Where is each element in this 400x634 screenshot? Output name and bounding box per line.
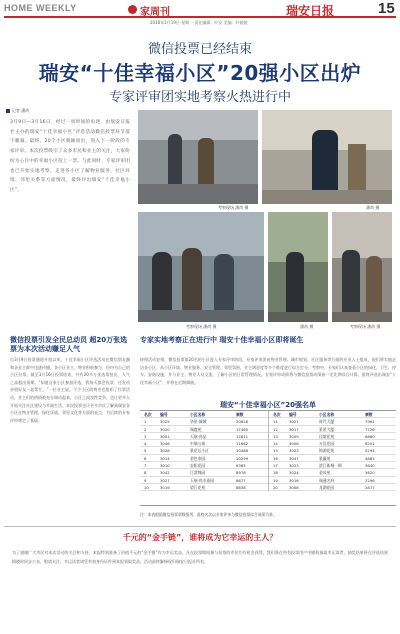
table-cell: 20 bbox=[273, 484, 278, 490]
article-intro: 3月9日—3月16日，经过一周时间的角逐，由瑞安日报社主办的瑞安“十佳幸福小区”评选活动微信投票环节落下帷幕。最终，20个小区脱颖而出，进入下一阶段的专家评审。本次投票吸引了众多市民和业主的关注，大家纷纷为心目中的幸福小区投上一票。与此同时，专家评审团也已开始实地考察，走进各小区了解物业服务、社区环境、邻里关系等方面情况，最终评出瑞安“十佳幸福小区”。 bbox=[10, 120, 130, 193]
table-cell: 江滨锦园 bbox=[190, 470, 206, 476]
table-row bbox=[269, 418, 396, 425]
table-row bbox=[269, 440, 396, 447]
table-header-cell: 名次 bbox=[273, 412, 281, 417]
article-subhead: 专家评审团实地考察火热进行中 bbox=[108, 90, 291, 105]
logo-icon bbox=[128, 5, 137, 14]
table-cell: 11 bbox=[273, 419, 278, 425]
table-cell: 中瑞公寓 bbox=[190, 441, 206, 447]
table-cell: 3023 bbox=[289, 448, 299, 454]
table-cell: 8677 bbox=[236, 477, 246, 483]
table-row bbox=[140, 447, 268, 454]
table-cell: 5294 bbox=[365, 448, 375, 454]
table-row bbox=[269, 447, 396, 454]
issue-meta: 2018年3月19日 星期一 责任编辑：叶安 美编：叶媛媛 bbox=[150, 20, 248, 25]
table-header-cell: 小区名称 bbox=[190, 412, 206, 417]
table-row bbox=[140, 418, 268, 425]
table-cell: 3640 bbox=[365, 463, 375, 469]
table-cell: 3006 bbox=[289, 441, 299, 447]
table-row bbox=[140, 433, 268, 440]
table-cell: 华景·城城 bbox=[190, 419, 207, 425]
table-cell: 龙湖花园 bbox=[319, 484, 335, 490]
table-cell: 9 bbox=[144, 477, 147, 483]
table-header-cell: 编号 bbox=[160, 412, 168, 417]
table-cell: 佳境花苑 bbox=[319, 433, 335, 439]
table-cell: 时代大厦 bbox=[319, 419, 335, 425]
article-kicker: 微信投票已经结束 bbox=[147, 42, 252, 57]
section-name: 家周刊 bbox=[140, 7, 170, 18]
table-cell: 望江花苑 bbox=[190, 484, 206, 490]
table-cell: 3028 bbox=[160, 448, 170, 454]
table-cell: 3013 bbox=[289, 463, 299, 469]
photo-caption-1: 考察现场 潘尚 摄 bbox=[218, 205, 249, 210]
table-row bbox=[140, 484, 268, 491]
table-cell: 3024 bbox=[289, 470, 299, 476]
table-cell: 天瑞·尚水嘉园 bbox=[190, 477, 214, 483]
table-cell: 3014 bbox=[160, 455, 170, 461]
table-cell: 14 bbox=[273, 441, 278, 447]
table-cell: 3021 bbox=[289, 419, 299, 425]
ranking-table bbox=[140, 410, 396, 506]
table-row bbox=[269, 433, 396, 440]
table-cell: 2877 bbox=[365, 484, 375, 490]
table-row bbox=[140, 477, 268, 484]
table-cell: 3027 bbox=[160, 477, 170, 483]
photo-inspection-1 bbox=[138, 110, 258, 204]
table-cell: 13 bbox=[273, 433, 278, 439]
table-cell: 7726 bbox=[365, 426, 375, 432]
mid-column-text: 按照活动安排，微信投票前20名的小区进入专家评审阶段。专家评审团由物业管理、城市规划、社区服务等方面的专业人士组成，他们将实地走访各小区，从小区环境、物业服务、安全管理、邻里氛围、业主满意度等多个维度进行综合打分。考察中，专家们认真查看小区的绿化、卫生、停车、安防设施，并与业主、物业人员交流，了解小区的日常管理情况。专家评审成绩将与微信投票成绩按一定比例综合计算，最终评选出瑞安“十佳幸福小区”，并将在近期揭晓。 bbox=[140, 357, 396, 385]
page-number: 15 bbox=[378, 0, 395, 17]
photo-caption-5: 考察现场 潘尚 摄 bbox=[350, 324, 381, 329]
table-cell: 景景大厦 bbox=[319, 426, 335, 432]
table-header-cell: 小区名称 bbox=[319, 412, 335, 417]
table-cell: 8978 bbox=[236, 470, 246, 476]
table-cell: 20816 bbox=[236, 419, 249, 425]
reporter-marker-icon bbox=[6, 109, 10, 113]
table-cell: 锦湖花苑 bbox=[319, 448, 335, 454]
table-cell: 3016 bbox=[289, 477, 299, 483]
table-cell: 3017 bbox=[289, 426, 299, 432]
table-cell: 15 bbox=[273, 448, 278, 454]
reporter-line: 记者 潘尚 bbox=[12, 108, 30, 113]
table-cell: 滨江新城一期 bbox=[319, 463, 342, 469]
table-row bbox=[140, 455, 268, 462]
table-cell: 3008 bbox=[289, 484, 299, 490]
table-cell: 3001 bbox=[160, 433, 170, 439]
mid-column-headline: 专家实地考察正在进行中 瑞安十佳幸福小区即将诞生 bbox=[140, 336, 304, 344]
ranking-table-right bbox=[268, 411, 396, 491]
photo-caption-3: 考察现场 潘尚 摄 bbox=[186, 324, 217, 329]
table-cell: 7 bbox=[144, 463, 147, 469]
section-divider bbox=[4, 526, 396, 527]
feature-text: 为了感谢广大市民对本次活动的关注和支持，本报特别准备了价值千元的“金手链”作为幸运奖品。凡在投票期间参与投票的市民均有机会获得。我们将在所有投票用户中随机抽取幸运读者，抽奖结果将在评选结果揭晓时同步公布，敬请关注。幸运读者请凭有效身份证件到本报领取奖品。活动最终解释权归瑞安日报社所有。 bbox=[12, 550, 388, 564]
table-header-row bbox=[140, 411, 268, 418]
table-cell: 16 bbox=[273, 455, 278, 461]
table-cell: 6880 bbox=[365, 433, 375, 439]
table-cell: 安阳花园 bbox=[190, 463, 206, 469]
photo-caption-2: 潘尚 摄 bbox=[366, 205, 380, 210]
table-header-cell: 名次 bbox=[144, 412, 152, 417]
table-header-cell: 编号 bbox=[289, 412, 297, 417]
table-cell: 12811 bbox=[236, 433, 249, 439]
table-cell: 1 bbox=[144, 419, 147, 425]
photo-inspection-4 bbox=[268, 212, 328, 322]
ranking-table-title: 瑞安“十佳幸福小区”20强名单 bbox=[220, 401, 316, 409]
table-row bbox=[269, 469, 396, 476]
table-row bbox=[269, 426, 396, 433]
table-cell: 5 bbox=[144, 448, 147, 454]
table-cell: 3046 bbox=[160, 441, 170, 447]
ranking-table-left bbox=[140, 411, 268, 491]
table-cell: 金色家园 bbox=[190, 455, 206, 461]
table-row bbox=[269, 462, 396, 469]
table-row bbox=[269, 484, 396, 491]
table-cell: 3025 bbox=[160, 419, 170, 425]
table-row bbox=[140, 440, 268, 447]
table-cell: 3019 bbox=[160, 484, 170, 490]
ranking-table-note: 注：本表根据微信投票票数排列，最终名次以专家评审与微信投票综合成绩为准。 bbox=[140, 512, 277, 517]
table-cell: 10 bbox=[144, 484, 149, 490]
table-cell: 瑞鹿苑 bbox=[190, 426, 202, 432]
table-cell: 万佳花园 bbox=[319, 441, 335, 447]
article-headline: 瑞安“十佳幸福小区”20强小区出炉 bbox=[38, 61, 362, 85]
table-header-cell: 票数 bbox=[236, 412, 244, 417]
table-cell: 12 bbox=[273, 426, 278, 432]
table-cell: 8638 bbox=[236, 484, 246, 490]
table-cell: 3 bbox=[144, 433, 147, 439]
table-cell: 景花坛小区 bbox=[190, 448, 209, 454]
table-cell: 瑞通名府 bbox=[319, 477, 335, 483]
page-header bbox=[4, 2, 396, 18]
table-cell: 3296 bbox=[365, 477, 375, 483]
table-cell: 6201 bbox=[365, 441, 375, 447]
table-cell: 18 bbox=[273, 470, 278, 476]
table-cell: 3010 bbox=[160, 463, 170, 469]
table-header-row bbox=[269, 411, 396, 418]
table-row bbox=[269, 455, 396, 462]
table-cell: 天瑞·尚品 bbox=[190, 433, 207, 439]
table-cell: 9365 bbox=[236, 463, 246, 469]
table-cell: 2 bbox=[144, 426, 147, 432]
table-row bbox=[140, 426, 268, 433]
newspaper-name: 瑞安日报 bbox=[286, 4, 335, 18]
table-cell: 8 bbox=[144, 470, 147, 476]
photo-inspection-3 bbox=[138, 212, 264, 322]
photo-inspection-2 bbox=[262, 110, 392, 204]
table-row bbox=[140, 469, 268, 476]
table-cell: 19 bbox=[273, 477, 278, 483]
table-cell: 10488 bbox=[236, 448, 249, 454]
table-cell: 11662 bbox=[236, 441, 249, 447]
table-cell: 3620 bbox=[365, 470, 375, 476]
table-header-cell: 票数 bbox=[365, 412, 373, 417]
table-cell: 17 bbox=[273, 463, 278, 469]
table-row bbox=[140, 462, 268, 469]
photo-caption-4: 潘尚 摄 bbox=[300, 324, 314, 329]
table-cell: 4865 bbox=[365, 455, 375, 461]
table-cell: 金凤苑 bbox=[319, 470, 331, 476]
table-cell: 3047 bbox=[289, 455, 299, 461]
table-row bbox=[269, 477, 396, 484]
table-cell: 景瀛苑 bbox=[319, 455, 331, 461]
left-column-headline: 微信投票引发全民总动员 超20万张选票为本次活动赚足人气 bbox=[10, 336, 128, 353]
feature-headline: 千元的“金手链”，谁将成为它幸运的主人？ bbox=[122, 533, 278, 542]
table-cell: 10299 bbox=[236, 455, 249, 461]
table-cell: 3020 bbox=[160, 426, 170, 432]
left-column-text: 自3月9日投票通道开放以来，十佳幸福小区评选活动在微信朋友圈和各业主群中迅速传播，各小区业主、物业积极参与，纷纷为自己的小区拉票。截至3月16日投票结束，共有20多万张选票投出，人气之高超出预期。“知道自家小区参加评选，我每天都会投票，还发动亲朋好友一起帮忙。”一位业主说。不少小区的物业也组织了拉票活动，业主们的热情被充分调动起来，小区之间良性竞争，也让更多人开始关注社区建设与幸福生活。本次投票也让更多市民了解到瑞安各小区在物业管理、绿化环境、邻里文化等方面的亮点，为后续的专家评审奠定了基础。 bbox=[10, 357, 130, 423]
table-cell: 3009 bbox=[289, 433, 299, 439]
edition-label: HOME WEEKLY bbox=[4, 3, 77, 13]
photo-inspection-5 bbox=[332, 212, 392, 322]
table-cell: 6 bbox=[144, 455, 147, 461]
table-cell: 3042 bbox=[160, 470, 170, 476]
table-cell: 7961 bbox=[365, 419, 375, 425]
table-cell: 4 bbox=[144, 441, 147, 447]
table-cell: 17465 bbox=[236, 426, 249, 432]
